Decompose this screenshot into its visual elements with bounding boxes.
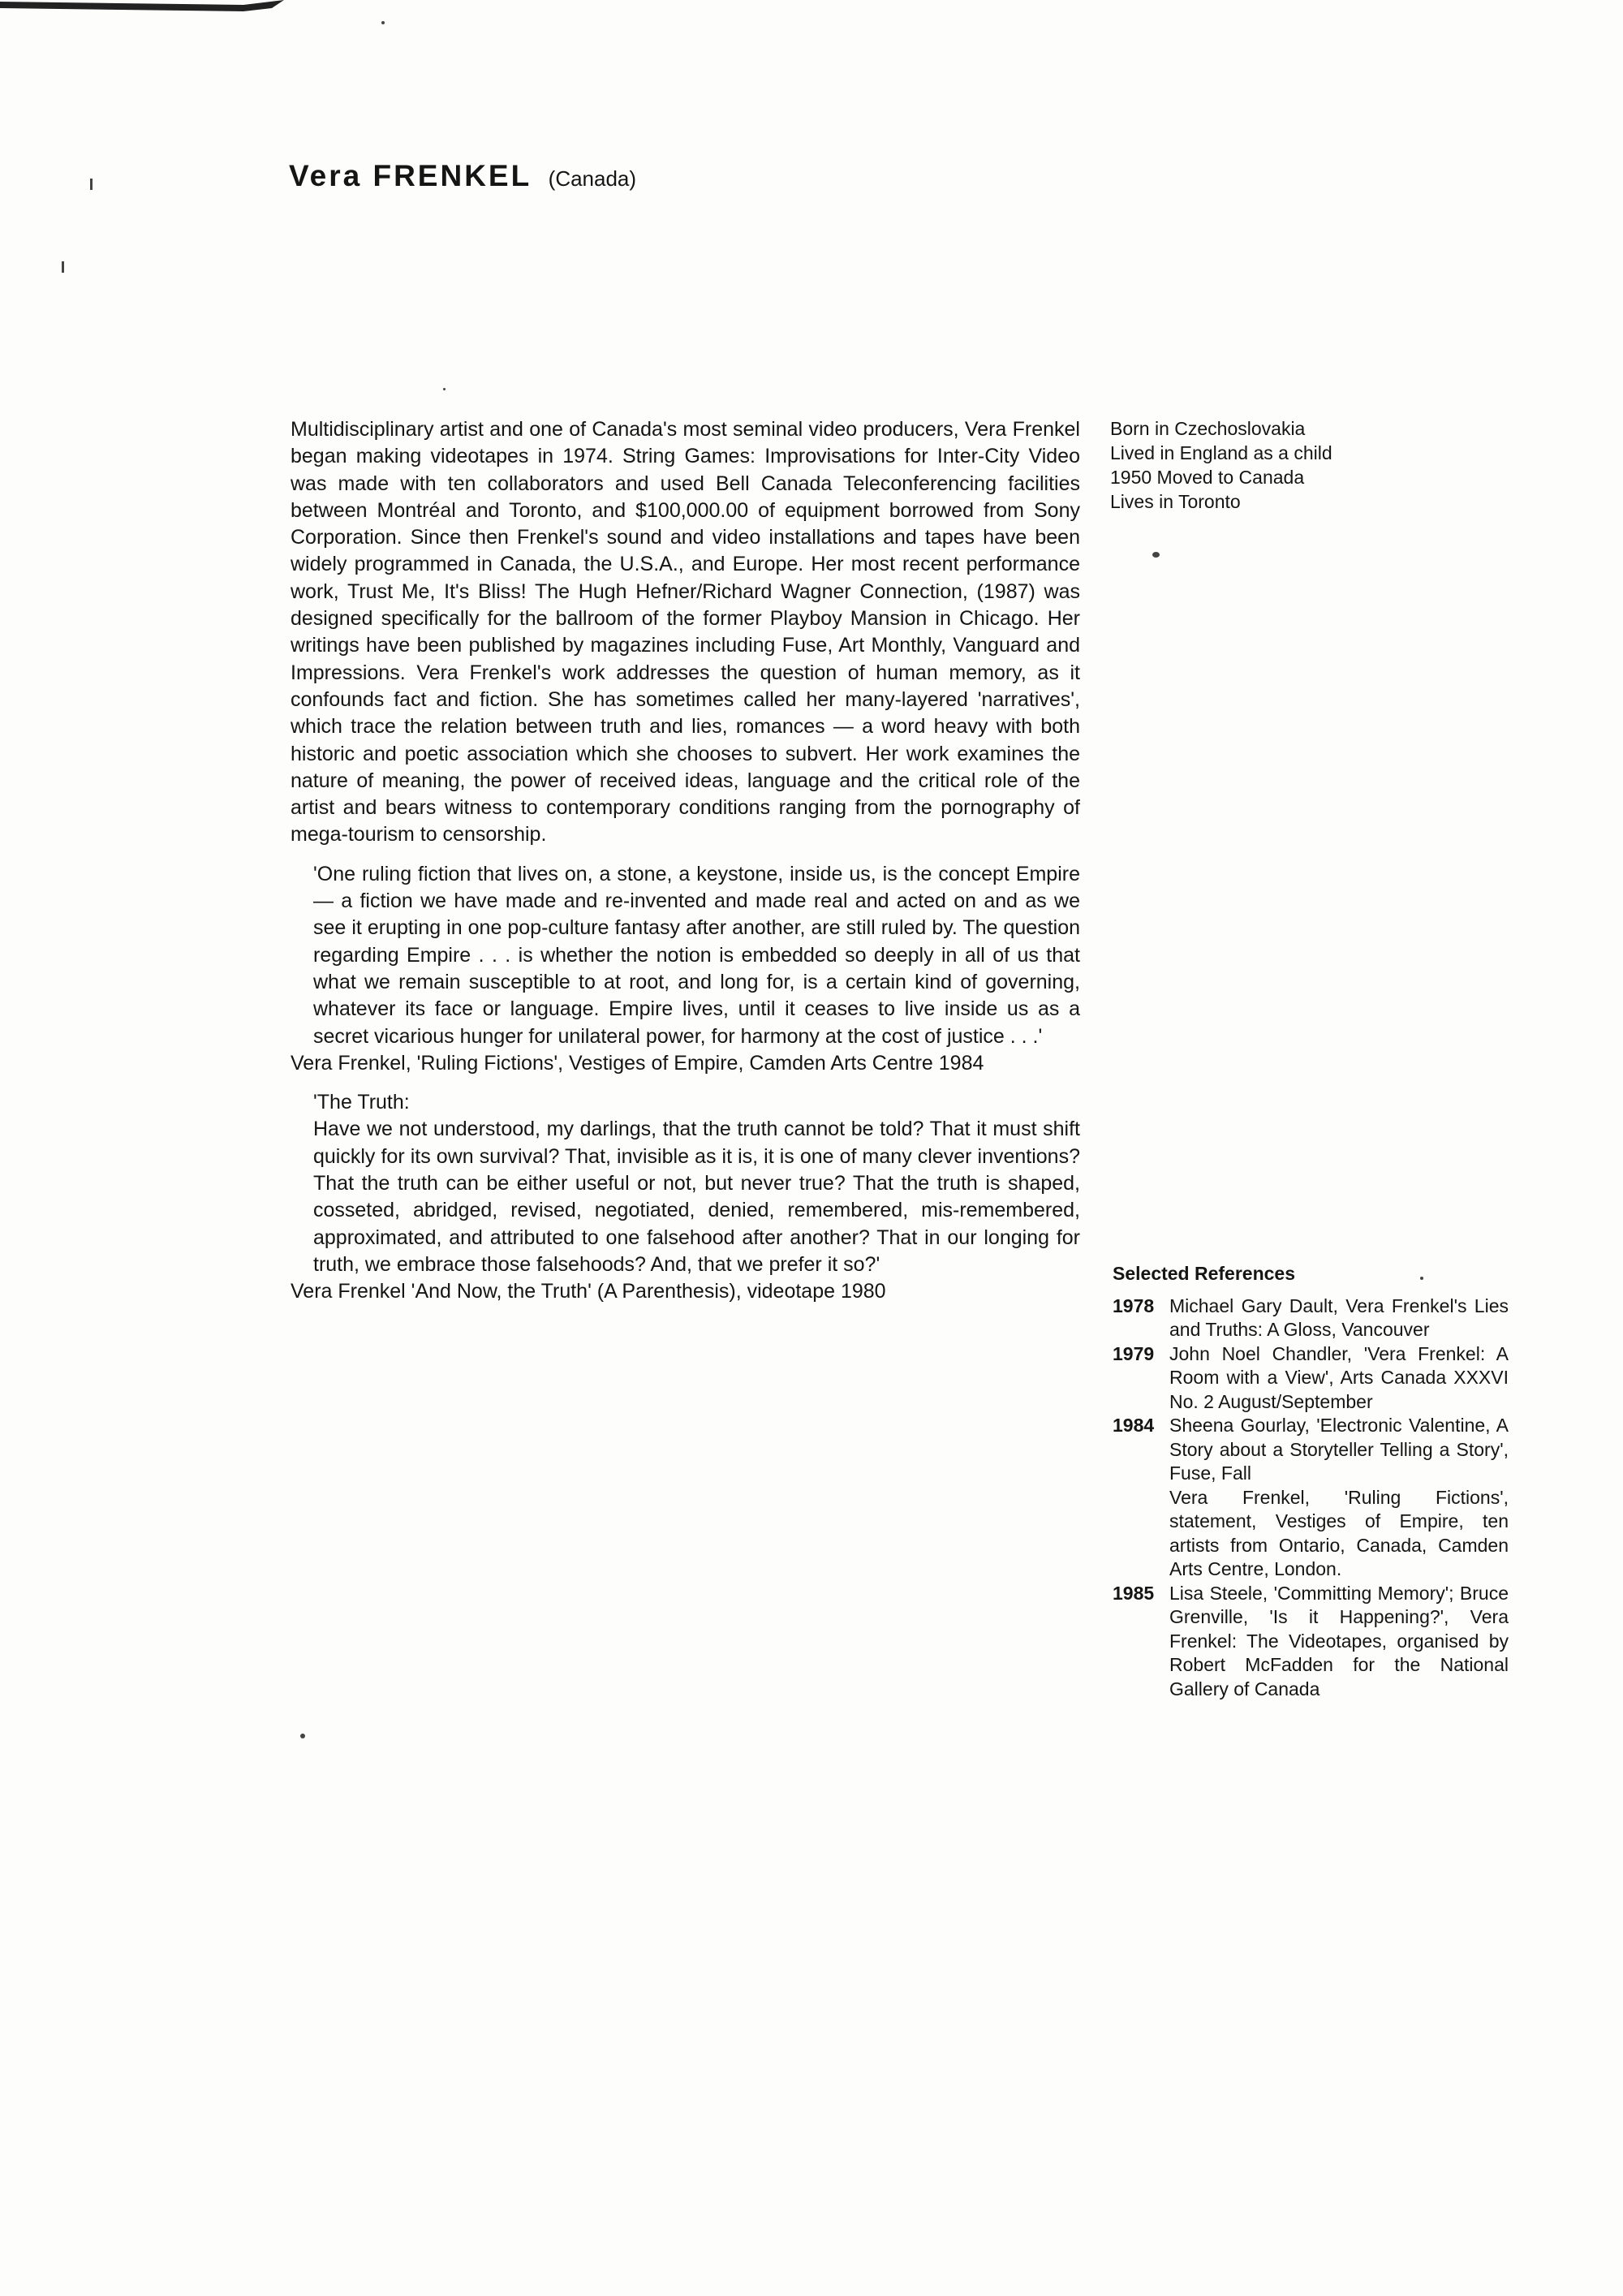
reference-entry — [1113, 1294, 1509, 1342]
reference-year: 1978 — [1113, 1294, 1155, 1316]
artist-name: Vera FRENKEL — [289, 159, 532, 192]
scan-speck — [1420, 1277, 1423, 1280]
reference-text: Michael Gary Dault, Vera Frenkel's Lies and Truths: A Gloss, Vancouver — [1169, 1294, 1509, 1340]
scan-speck — [443, 388, 446, 390]
artist-country: (Canada) — [548, 166, 637, 191]
reference-year: 1985 — [1113, 1582, 1155, 1604]
bio-sidebar — [1110, 416, 1451, 514]
quote-ruling-fictions: 'One ruling fiction that lives on, a stone, a keystone, inside us, is the concept Empire — a fiction we have made and re-invented and made real and acted on and as we see it erupting in one pop-culture fantasy after another, are still ruled by. The question regarding Empire . . . is whether the notion is embedded so deeply in all of us that what we remain susceptible to at root, and long for, is a certain kind of governing, whatever its face or language. Empire lives, until it ceases to live inside us as a secret vicarious hunger for unilateral power, for harmony at the cost of justice . . .' — [313, 862, 1080, 1048]
reference-entry — [1113, 1342, 1509, 1415]
references-heading: Selected References — [1113, 1263, 1296, 1284]
scan-speck — [62, 261, 64, 273]
reference-text: Lisa Steele, 'Committing Memory'; Bruce Grenville, 'Is it Happening?', Vera Frenkel: The Videotapes, organised by Robert McFadden for the National Gallery of Canada — [1169, 1582, 1509, 1699]
scan-speck — [90, 179, 93, 190]
quote-truth: Have we not understood, my darlings, that the truth cannot be told? That it must shift quickly for its own survival? That, invisible as it is, it is one of many clever inventions? That the truth can be either useful or not, but never true? That the truth is shaped, cosseted, abridged, revised, negotiated, denied, remembered, mis-remembered, approximated, and attributed to one falsehood after another? That in our longing for truth, we embrace those falsehoods? And, that we prefer it so?' — [313, 1118, 1080, 1276]
scan-speck — [300, 1734, 305, 1738]
reference-entry — [1113, 1414, 1509, 1486]
main-text — [291, 416, 1080, 1306]
scan-corner-mark — [0, 0, 292, 24]
reference-text: Vera Frenkel, 'Ruling Fictions', statement, Vestiges of Empire, ten artists from Ontario, Canada, Camden Arts Centre, London. — [1169, 1486, 1509, 1579]
citation-ruling-fictions: Vera Frenkel, 'Ruling Fictions', Vestiges of Empire, Camden Arts Centre 1984 — [291, 1051, 984, 1075]
citation-truth: Vera Frenkel 'And Now, the Truth' (A Parenthesis), videotape 1980 — [291, 1280, 886, 1303]
bio-line: Born in Czechoslovakia — [1110, 418, 1306, 439]
selected-references — [1113, 1262, 1509, 1701]
reference-year: 1984 — [1113, 1415, 1155, 1436]
reference-entry — [1113, 1582, 1509, 1702]
reference-text: Sheena Gourlay, 'Electronic Valentine, A Story about a Storyteller Telling a Story', Fuse, Fall — [1169, 1415, 1509, 1484]
bio-line: 1950 Moved to Canada — [1110, 467, 1305, 488]
bio-line: Lives in Toronto — [1110, 491, 1241, 512]
scan-speck — [1152, 552, 1160, 558]
scan-speck — [381, 21, 385, 24]
intro-paragraph: Multidisciplinary artist and one of Canada's most seminal video producers, Vera Frenkel began making videotapes in 1974. String Games: Improvisations for Inter-City Video was made with ten collaborators and used Bell Canada Teleconferencing facilities between Montréal and Toronto, and $100,000.00 of equipment borrowed from Sony Corporation. Since then Frenkel's sound and video installations and tapes have been widely programmed in Canada, the U.S.A., and Europe. Her most recent performance work, Trust Me, It's Bliss! The Hugh Hefner/Richard Wagner Connection, (1987) was designed specifically for the ballroom of the former Playboy Mansion in Chicago. Her writings have been published by magazines including Fuse, Art Monthly, Vanguard and Impressions. Vera Frenkel's work addresses the question of human memory, as it confounds fact and fiction. She has sometimes called her many-layered 'narratives', which trace the relation between truth and lies, romances — a word heavy with both historic and poetic association which she chooses to subvert. Her work examines the nature of meaning, the power of received ideas, language and the critical role of the artist and bears witness to contemporary conditions ranging from the pornography of mega-tourism to censorship. — [291, 418, 1080, 846]
reference-year — [1113, 1486, 1169, 1582]
bio-line: Lived in England as a child — [1110, 442, 1332, 463]
reference-text: John Noel Chandler, 'Vera Frenkel: A Room with a View', Arts Canada XXXVI No. 2 August/September — [1169, 1342, 1509, 1412]
reference-entry — [1113, 1486, 1509, 1582]
quote-truth-heading: 'The Truth: — [313, 1091, 410, 1114]
reference-year: 1979 — [1113, 1342, 1155, 1364]
page-title — [289, 159, 636, 193]
